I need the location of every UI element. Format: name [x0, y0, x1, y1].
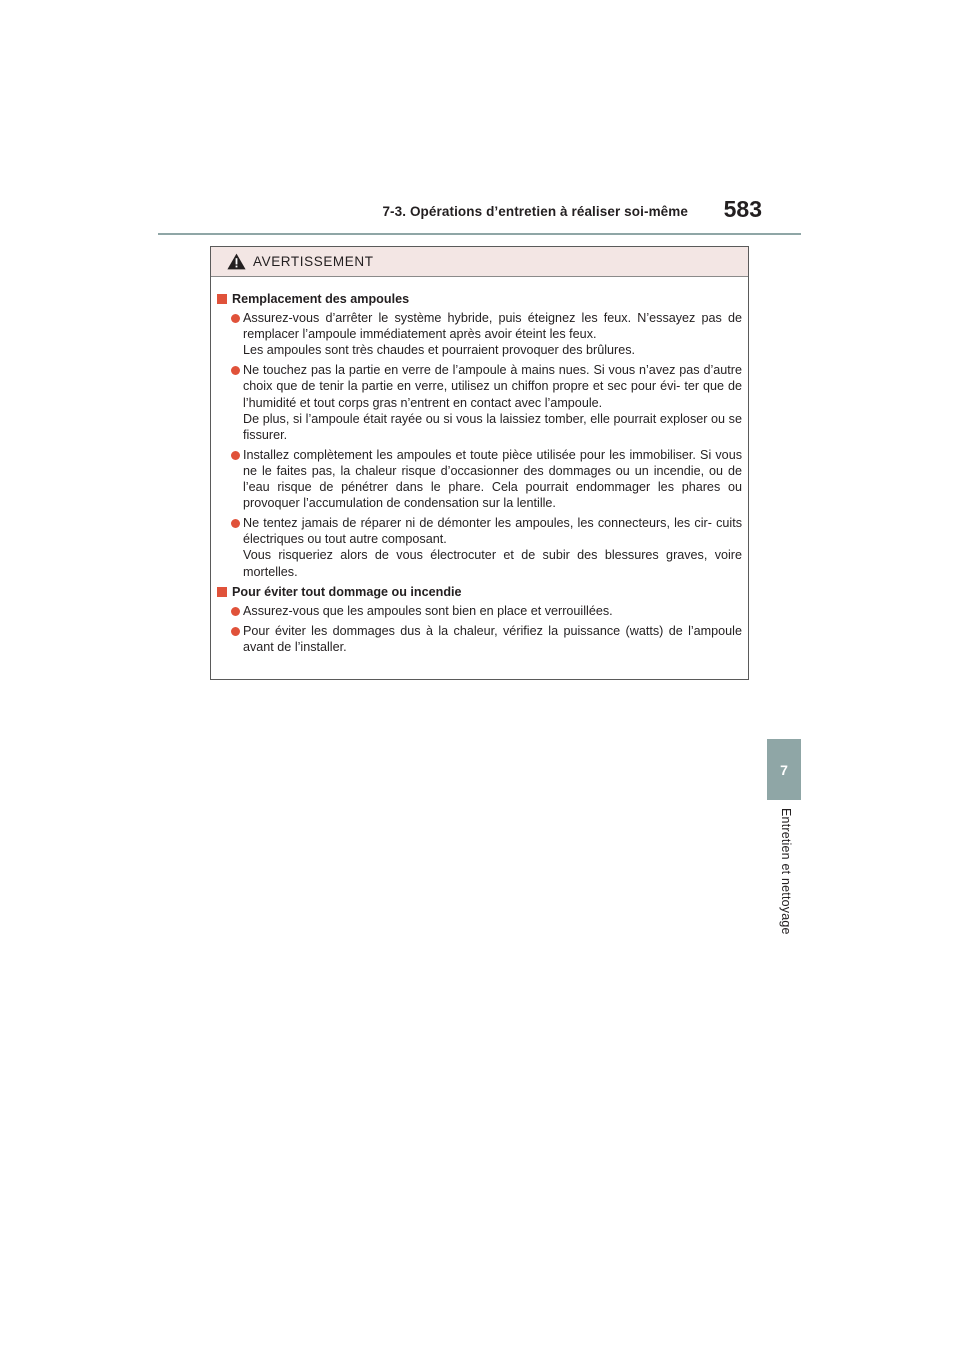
- warning-triangle-icon: [227, 253, 246, 270]
- round-bullet-icon: [231, 627, 240, 636]
- header-section-title: 7-3. Opérations d’entretien à réaliser soi-même: [382, 204, 688, 219]
- list-item-text: Pour éviter les dommages dus à la chaleur, vérifiez la puissance (watts) de l’ampoule avant de l’installer.: [243, 623, 742, 654]
- list-item: [217, 447, 742, 511]
- section-heading: [217, 584, 742, 600]
- list-item-text: Assurez-vous d’arrêter le système hybride, puis éteignez les feux. N’essayez pas de remplacer l’ampoule immédiatement après avoir éteint les feux.: [243, 311, 742, 342]
- list-item-text: Assurez-vous que les ampoules sont bien en place et verrouillées.: [243, 603, 613, 618]
- square-bullet-icon: [217, 294, 227, 304]
- list-item: [217, 362, 742, 442]
- list-item-text: Vous risqueriez alors de vous électrocuter et de subir des blessures graves, voire mortelles.: [243, 548, 742, 579]
- warning-header: [211, 247, 748, 277]
- square-bullet-icon: [217, 587, 227, 597]
- list-item: [217, 603, 742, 619]
- warning-box: [210, 246, 749, 680]
- page-number: 583: [723, 196, 762, 222]
- warning-body: [211, 277, 748, 655]
- list-item-text: De plus, si l’ampoule était rayée ou si vous la laissiez tomber, elle pourrait exploser ou se fissurer.: [243, 411, 742, 442]
- list-item-text: Installez complètement les ampoules et toute pièce utilisée pour les immobiliser. Si vous ne le faites pas, la chaleur risque d’occasionner des dommages ou un incendie, ou de l’eau risque de pénétrer dans le phare. Cela pourrait endommager les phares ou provoquer l’accumulation de condensation sur la lentille.: [243, 447, 742, 511]
- list-item: [217, 515, 742, 579]
- header-rule: [158, 233, 801, 235]
- chapter-label: Entretien et nettoyage: [779, 808, 793, 935]
- list-item-text: Ne tentez jamais de réparer ni de démonter les ampoules, les connecteurs, les cir- cuits électriques ou tout autre composant.: [243, 516, 742, 547]
- list-item-text: Ne touchez pas la partie en verre de l’ampoule à mains nues. Si vous n’avez pas d’autre choix que de tenir la partie en verre, utilisez un chiffon propre et sec pour évi- ter que de l’humidité et tout corps gras n’entrent en contact avec l’ampoule.: [243, 363, 742, 410]
- chapter-tab: 7: [767, 739, 801, 800]
- list-item-text: Les ampoules sont très chaudes et pourraient provoquer des brûlures.: [243, 343, 636, 358]
- round-bullet-icon: [231, 451, 240, 460]
- list-item: [217, 310, 742, 358]
- section-heading: [217, 291, 742, 307]
- round-bullet-icon: [231, 519, 240, 528]
- list-item: [217, 623, 742, 655]
- section-heading-text: Remplacement des ampoules: [232, 292, 410, 306]
- section-heading-text: Pour éviter tout dommage ou incendie: [232, 584, 462, 599]
- round-bullet-icon: [231, 366, 240, 375]
- warning-title: AVERTISSEMENT: [253, 254, 374, 269]
- round-bullet-icon: [231, 607, 240, 616]
- round-bullet-icon: [231, 314, 240, 323]
